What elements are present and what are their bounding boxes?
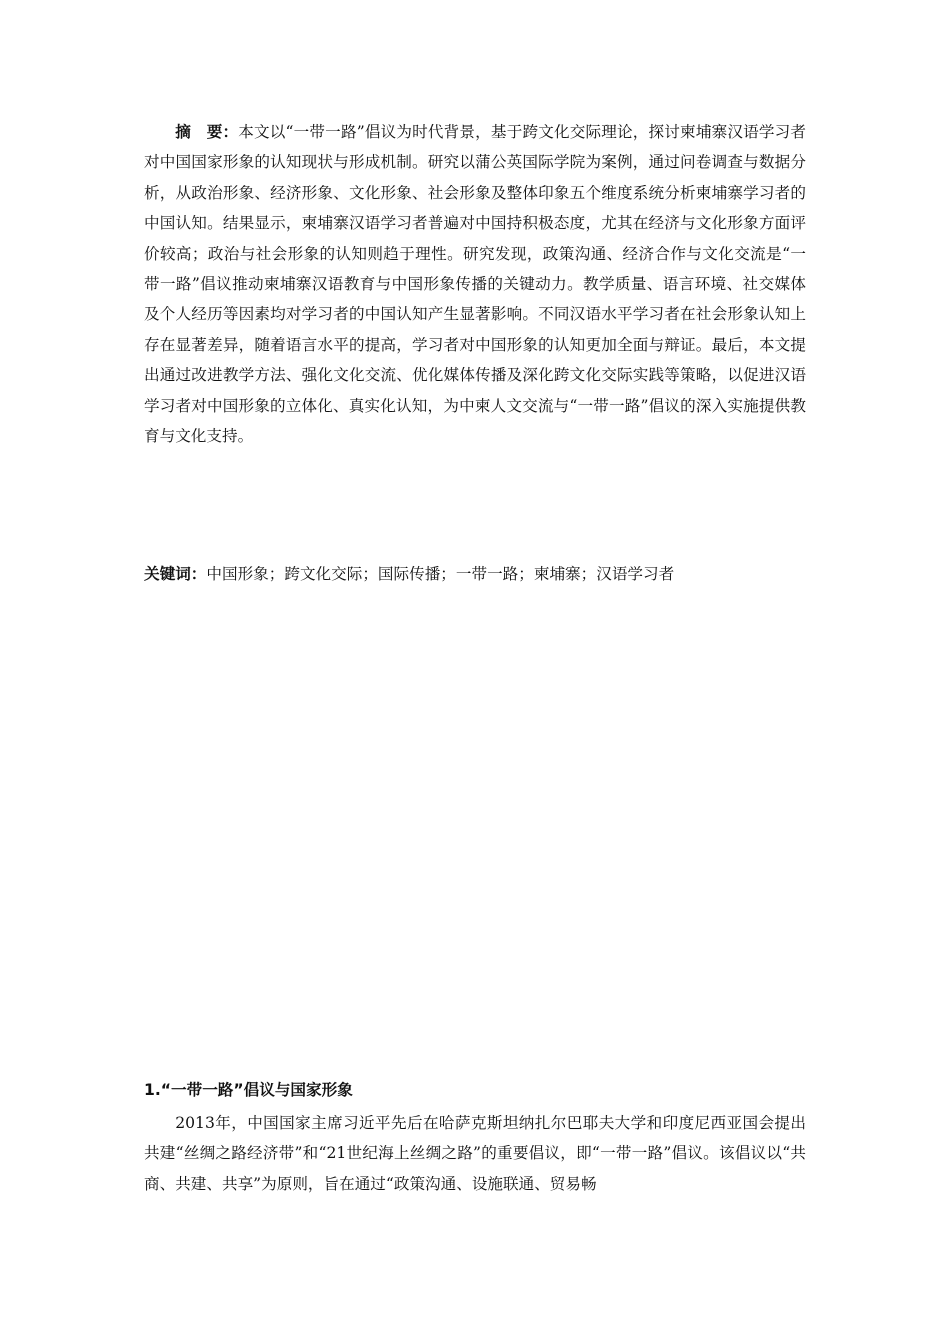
abstract-text: 本文以“一带一路”倡议为时代背景，基于跨文化交际理论，探讨柬埔寨汉语学习者对中国国家形象的认知现状与形成机制。研究以蒲公英国际学院为案例，通过问卷调查与数据分析，从政治形象、经济形象、文化形象、社会形象及整体印象五个维度系统分析柬埔寨学习者的中国认知。结果显示，柬埔寨汉语学习者普遍对中国持积极态度，尤其在经济与文化形象方面评价较高；政治与社会形象的认知则趋于理性。研究发现，政策沟通、经济合作与文化交流是“一带一路”倡议推动柬埔寨汉语教育与中国形象传播的关键动力。教学质量、语言环境、社交媒体及个人经历等因素均对学习者的中国认知产生显著影响。不同汉语水平学习者在社会形象认知上存在显著差异，随着语言水平的提高，学习者对中国形象的认知更加全面与辩证。最后，本文提出通过改进教学方法、强化文化交流、优化媒体传播及深化跨文化交际实践等策略，以促进汉语学习者对中国形象的立体化、真实化认知，为中柬人文交流与“一带一路”倡议的深入实施提供教育与文化支持。: [144, 123, 806, 446]
section-paragraph: 2013年，中国国家主席习近平先后在哈萨克斯坦纳扎尔巴耶夫大学和印度尼西亚国会提出共建“丝绸之路经济带”和“21世纪海上丝绸之路”的重要倡议，即“一带一路”倡议。该倡议以“共商、共建、共享”为原则，旨在通过“政策沟通、设施联通、贸易畅: [144, 1114, 806, 1193]
keywords-line: [144, 559, 806, 589]
keywords-label: 关键词：: [144, 565, 207, 583]
section-heading: 1.“一带一路”倡议与国家形象: [144, 1081, 353, 1099]
abstract-paragraph: [144, 117, 806, 451]
keywords-text: 中国形象；跨文化交际；国际传播；一带一路；柬埔寨；汉语学习者: [206, 565, 675, 583]
abstract-label: 摘 要：: [175, 123, 239, 141]
